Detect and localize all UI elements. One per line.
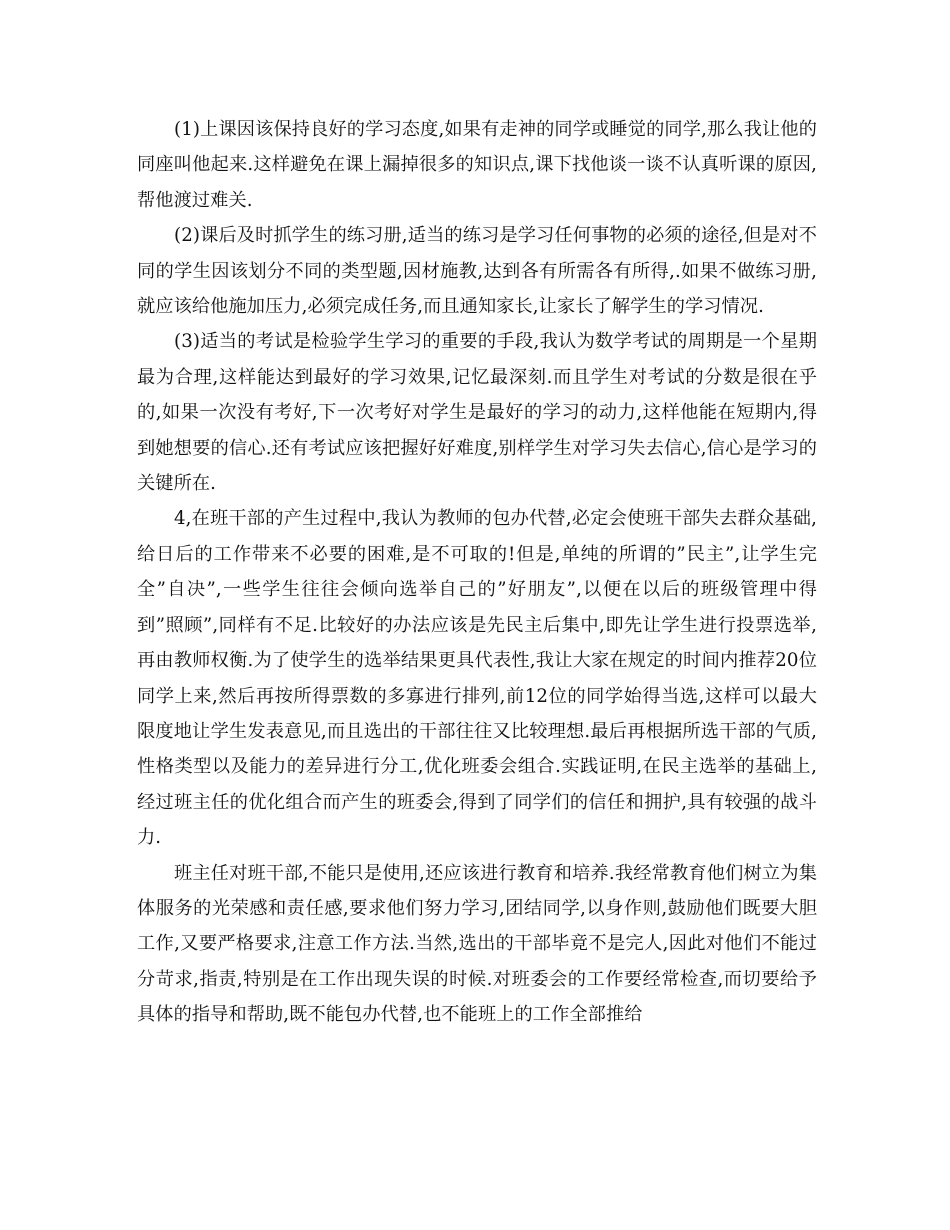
paragraph-4: 4,在班干部的产生过程中,我认为教师的包办代替,必定会使班干部失去群众基础,给日后的工作带来不必要的困难,是不可取的!但是,单纯的所谓的”民主”,让学生完全”自决”,一些学生往往会倾向选举自己的”好朋友”,以便在以后的班级管理中得到”照顾”,同样有不足.比较好的办法应该是先民主后集中,即先让学生进行投票选举,再由教师权衡.为了使学生的选举结果更具代表性,我让大家在规定的时间内推荐20位同学上来,然后再按所得票数的多寡进行排列,前12位的同学始得当选,这样可以最大限度地让学生发表意见,而且选出的干部往往又比较理想.最后再根据所选干部的气质,性格类型以及能力的差异进行分工,优化班委会组合.实践证明,在民主选举的基础上,经过班主任的优化组合而产生的班委会,得到了同学们的信任和拥护,具有较强的战斗力. xyxy=(137,508,817,849)
document-body xyxy=(137,112,817,1033)
paragraph-1: (1)上课因该保持良好的学习态度,如果有走神的同学或睡觉的同学,那么我让他的同座叫他起来.这样避免在课上漏掉很多的知识点,课下找他谈一谈不认真听课的原因,帮他渡过难关. xyxy=(137,119,817,211)
paragraph-3: (3)适当的考试是检验学生学习的重要的手段,我认为数学考试的周期是一个星期最为合理,这样能达到最好的学习效果,记忆最深刻.而且学生对考试的分数是很在乎的,如果一次没有考好,下一次考好对学生是最好的学习的动力,这样他能在短期内,得到她想要的信心.还有考试应该把握好好难度,别样学生对学习失去信心,信心是学习的关键所在. xyxy=(137,331,817,495)
paragraph-2: (2)课后及时抓学生的练习册,适当的练习是学习任何事物的必须的途径,但是对不同的学生因该划分不同的类型题,因材施教,达到各有所需各有所得,.如果不做练习册,就应该给他施加压力,必须完成任务,而且通知家长,让家长了解学生的学习情况. xyxy=(137,225,817,318)
paragraph-5: 班主任对班干部,不能只是使用,还应该进行教育和培养.我经常教育他们树立为集体服务的光荣感和责任感,要求他们努力学习,团结同学,以身作则,鼓励他们既要大胆工作,又要严格要求,注意工作方法.当然,选出的干部毕竟不是完人,因此对他们不能过分苛求,指责,特别是在工作出现失误的时候.对班委会的工作要经常检查,而切要给予具体的指导和帮助,既不能包办代替,也不能班上的工作全部推给 xyxy=(137,862,817,1026)
